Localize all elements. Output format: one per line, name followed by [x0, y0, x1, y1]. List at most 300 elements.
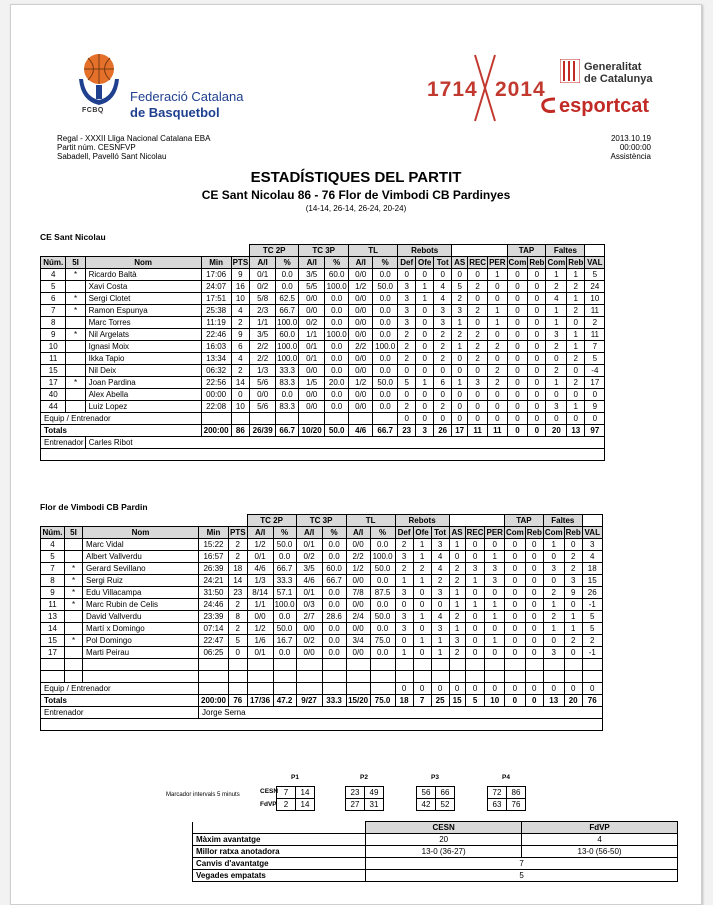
- stat-cell: 2/7: [296, 611, 322, 623]
- federation-name-line1: Federació Catalana: [130, 89, 244, 104]
- group-header-4: TAP: [504, 515, 543, 527]
- stat-cell: 9: [41, 329, 66, 341]
- stat-cell: 0.0: [373, 293, 398, 305]
- stat-cell: 31:50: [199, 587, 229, 599]
- stat-cell: 0/0: [299, 293, 325, 305]
- stat-cell: 5: [452, 281, 468, 293]
- stat-cell: 2: [468, 353, 488, 365]
- stat-cell: 0: [413, 623, 431, 635]
- competition-name: Regal - XXXII Lliga Nacional Catalana EBA: [57, 134, 211, 143]
- stat-cell: 0: [468, 317, 488, 329]
- stat-cell: 1: [452, 341, 468, 353]
- stat-cell: 3: [434, 305, 452, 317]
- stat-cell: 0.0: [370, 623, 395, 635]
- stat-cell: 0: [413, 683, 431, 695]
- group-header-0: TC 2P: [250, 245, 299, 257]
- stat-cell: 7: [41, 305, 66, 317]
- empty-cell: [273, 659, 296, 671]
- stat-cell: 1: [452, 377, 468, 389]
- stat-cell: 3: [434, 317, 452, 329]
- stat-cell: 0: [452, 353, 468, 365]
- stat-cell: 0: [488, 281, 507, 293]
- stat-cell: 0: [465, 647, 485, 659]
- stat-cell: 2: [567, 377, 585, 389]
- stat-cell: 0: [507, 401, 528, 413]
- stat-cell: 0: [567, 317, 585, 329]
- stat-cell: 0: [488, 389, 507, 401]
- group-header-blank: [41, 515, 248, 527]
- stat-cell: 4: [231, 305, 250, 317]
- stat-cell: 0.0: [373, 329, 398, 341]
- stat-cell: 0: [567, 413, 585, 425]
- stat-cell: 3/4: [346, 635, 370, 647]
- stat-cell: 15: [41, 635, 65, 647]
- empty-cell: [413, 671, 431, 683]
- stat-cell: 17: [41, 377, 66, 389]
- stat-cell: 0: [395, 599, 413, 611]
- stat-cell: 0: [488, 329, 507, 341]
- interval-period-label: P1: [291, 774, 299, 781]
- empty-row: [41, 719, 603, 731]
- stat-cell: 3: [543, 647, 564, 659]
- stat-cell: 1: [567, 401, 585, 413]
- stat-cell: 87.5: [370, 587, 395, 599]
- group-header-5: Faltes: [543, 515, 582, 527]
- stat-cell: 1: [413, 635, 431, 647]
- empty-cell: [504, 659, 525, 671]
- stat-cell: 0: [567, 365, 585, 377]
- stat-cell: 8: [41, 317, 66, 329]
- player-row: [41, 353, 605, 365]
- stat-cell: 1: [567, 329, 585, 341]
- stat-cell: 11: [488, 425, 507, 437]
- stat-cell: 0: [528, 341, 546, 353]
- stat-cell: 2/2: [349, 341, 373, 353]
- stat-cell: 1/2: [247, 623, 273, 635]
- stat-cell: 0: [504, 647, 525, 659]
- stat-cell: [66, 317, 85, 329]
- interval-row: [346, 787, 384, 799]
- stat-cell: 16.7: [273, 635, 296, 647]
- stat-cell: 0.0: [373, 353, 398, 365]
- summary-header-row: [193, 822, 678, 834]
- match-date: 2013.10.19: [610, 134, 651, 143]
- stat-cell: 4: [434, 281, 452, 293]
- stat-cell: 17: [41, 647, 65, 659]
- stat-cell: 17/36: [247, 695, 273, 707]
- stat-cell: 0: [452, 389, 468, 401]
- stat-cell: 2: [543, 611, 564, 623]
- stat-cell: 0: [525, 587, 543, 599]
- group-header-3: Rebots: [398, 245, 452, 257]
- stat-cell: 15: [41, 365, 66, 377]
- stat-cell: 0: [507, 377, 528, 389]
- stat-cell: 06:25: [199, 647, 229, 659]
- empty-cell: [65, 671, 83, 683]
- stat-cell: 3: [431, 623, 449, 635]
- player-row: [41, 647, 603, 659]
- empty-cell: [582, 659, 602, 671]
- summary-row-max-lead: [193, 834, 678, 846]
- group-header-0: TC 2P: [247, 515, 296, 527]
- player-name: David Vallverdu: [83, 611, 199, 623]
- empty-cell: [346, 683, 370, 695]
- stat-cell: [66, 401, 85, 413]
- stat-cell: 1: [546, 269, 567, 281]
- stat-cell: 1: [413, 611, 431, 623]
- stat-cell: 1/5: [299, 377, 325, 389]
- column-header: A/I: [296, 527, 322, 539]
- interval-row: [277, 799, 315, 811]
- stat-cell: 76: [229, 695, 248, 707]
- stat-cell: 0: [431, 599, 449, 611]
- player-name: Marc Rubin de Celis: [83, 599, 199, 611]
- stat-cell: 50.0: [273, 623, 296, 635]
- stat-cell: 1: [488, 305, 507, 317]
- stat-cell: 7: [41, 563, 65, 575]
- stat-cell: 0: [525, 683, 543, 695]
- totals-label: Totals: [41, 695, 199, 707]
- stat-cell: 0: [504, 683, 525, 695]
- stat-cell: 0/0: [349, 389, 373, 401]
- summary-label: Canvis d'avantatge: [193, 858, 366, 870]
- stat-cell: 0.0: [325, 365, 349, 377]
- stat-cell: 97: [585, 425, 605, 437]
- empty-cell: [465, 671, 485, 683]
- stat-cell: 0: [504, 563, 525, 575]
- stat-cell: 28.6: [322, 611, 346, 623]
- summary-header-team1: CESN: [366, 822, 522, 834]
- stat-cell: 1/1: [299, 329, 325, 341]
- stat-cell: -1: [582, 599, 602, 611]
- stat-cell: 0/0: [349, 269, 373, 281]
- column-header-row: [41, 527, 603, 539]
- stat-cell: 2: [229, 551, 248, 563]
- stat-cell: 0.0: [325, 401, 349, 413]
- stat-cell: 0: [416, 413, 434, 425]
- column-header: Ofe: [416, 257, 434, 269]
- stat-cell: [65, 551, 83, 563]
- stat-cell: 2: [567, 353, 585, 365]
- stat-cell: 2: [546, 365, 567, 377]
- stat-cell: 0: [465, 635, 485, 647]
- player-row: [41, 599, 603, 611]
- stat-cell: 0: [525, 635, 543, 647]
- stat-cell: 0.0: [325, 317, 349, 329]
- stat-cell: 2: [229, 623, 248, 635]
- empty-cell: [229, 659, 248, 671]
- stat-cell: 0: [564, 683, 582, 695]
- generalitat-line1: Generalitat: [584, 61, 642, 73]
- stat-cell: 2: [434, 401, 452, 413]
- stat-cell: 0/0: [349, 317, 373, 329]
- stat-cell: 5: [41, 281, 66, 293]
- stat-cell: 1: [564, 611, 582, 623]
- player-name: Pol Domingo: [83, 635, 199, 647]
- stat-cell: 1: [416, 293, 434, 305]
- stat-cell: 3: [416, 425, 434, 437]
- stat-cell: 3: [468, 377, 488, 389]
- stat-cell: 57.1: [273, 587, 296, 599]
- stat-cell: 0: [398, 269, 416, 281]
- interval-cell: 2: [277, 799, 296, 811]
- empty-cell: [346, 659, 370, 671]
- stat-cell: 22:46: [201, 329, 231, 341]
- empty-cell: [395, 671, 413, 683]
- stat-cell: 1/2: [346, 563, 370, 575]
- summary-header-blank: [193, 822, 366, 834]
- empty-cell: [229, 671, 248, 683]
- stat-cell: 3: [449, 635, 465, 647]
- stat-cell: 0: [504, 551, 525, 563]
- stat-cell: 0: [528, 365, 546, 377]
- summary-header-team2: FdVP: [522, 822, 678, 834]
- stat-cell: 1: [488, 317, 507, 329]
- stat-cell: 1/1: [247, 599, 273, 611]
- stat-cell: 14: [231, 377, 250, 389]
- stat-cell: 0/0: [349, 365, 373, 377]
- stat-cell: 0/1: [296, 587, 322, 599]
- stat-cell: 3: [398, 317, 416, 329]
- group-header-blank: [452, 245, 507, 257]
- stat-cell: 66.7: [276, 305, 299, 317]
- player-name: Nil Argelats: [85, 329, 201, 341]
- stat-cell: 0/0: [299, 305, 325, 317]
- stat-cell: 0.0: [325, 389, 349, 401]
- stat-cell: 0: [434, 269, 452, 281]
- stat-cell: 2: [231, 317, 250, 329]
- stat-cell: 5: [465, 695, 485, 707]
- stat-cell: 0: [485, 539, 504, 551]
- stat-cell: 16:03: [201, 341, 231, 353]
- stat-cell: 0.0: [276, 281, 299, 293]
- stat-cell: 0: [485, 587, 504, 599]
- interval-row: [277, 787, 315, 799]
- stat-cell: 22:47: [199, 635, 229, 647]
- stat-cell: 2: [582, 635, 602, 647]
- stat-cell: 3: [395, 611, 413, 623]
- player-name: Martí x Domingo: [83, 623, 199, 635]
- stat-cell: 2: [567, 305, 585, 317]
- summary-row-lead-changes: [193, 858, 678, 870]
- column-header: Com: [547, 257, 566, 267]
- stat-cell: 10/20: [299, 425, 325, 437]
- stat-cell: 4/6: [349, 425, 373, 437]
- player-name: Sergi Ruiz: [83, 575, 199, 587]
- group-header-blank: [585, 245, 605, 257]
- stat-cell: 24:07: [201, 281, 231, 293]
- summary-value: 5: [366, 870, 678, 882]
- stat-cell: 0/0: [296, 623, 322, 635]
- group-header-2: TL: [349, 245, 398, 257]
- empty-cell: [322, 683, 346, 695]
- stat-cell: 0: [507, 281, 528, 293]
- column-header: Núm.: [42, 527, 63, 537]
- stat-cell: 4/6: [247, 563, 273, 575]
- stat-cell: 200:00: [201, 425, 231, 437]
- group-header-5: Faltes: [546, 245, 585, 257]
- player-name: Ignasi Moix: [85, 341, 201, 353]
- column-header: Def: [398, 257, 416, 269]
- player-row: [41, 281, 605, 293]
- stat-cell: 3: [582, 539, 602, 551]
- stat-cell: 10: [231, 401, 250, 413]
- stat-cell: 0: [452, 269, 468, 281]
- stat-cell: 2: [567, 281, 585, 293]
- empty-cell: [41, 659, 65, 671]
- stat-cell: 1: [546, 305, 567, 317]
- coach-label: Entrenador: [41, 437, 86, 449]
- stat-cell: 2: [229, 599, 248, 611]
- totals-row: [41, 425, 605, 437]
- interval-cell: 72: [488, 787, 507, 799]
- stat-cell: 0/0: [296, 647, 322, 659]
- empty-cell: [247, 671, 273, 683]
- player-name: Marc Torres: [85, 317, 201, 329]
- stat-cell: 4/6: [296, 575, 322, 587]
- stat-cell: 0: [525, 551, 543, 563]
- stat-cell: 23: [229, 587, 248, 599]
- stat-cell: 0: [434, 413, 452, 425]
- stat-cell: 15:22: [199, 539, 229, 551]
- stat-cell: 0: [229, 647, 248, 659]
- stat-cell: 5: [398, 377, 416, 389]
- interval-cell: 27: [346, 799, 365, 811]
- federation-name-line2: de Basquetbol: [130, 105, 220, 120]
- stat-cell: 2: [395, 539, 413, 551]
- summary-value: 7: [366, 858, 678, 870]
- stat-cell: [66, 281, 85, 293]
- stat-cell: 0: [416, 305, 434, 317]
- stat-cell: 2: [449, 611, 465, 623]
- stat-cell: 100.0: [326, 281, 347, 291]
- stat-cell: 0: [434, 365, 452, 377]
- stat-cell: 0: [231, 389, 250, 401]
- stat-cell: 0: [546, 413, 567, 425]
- empty-cell: [582, 671, 602, 683]
- stat-cell: 40: [41, 389, 66, 401]
- stat-cell: 2: [398, 329, 416, 341]
- stat-cell: 0: [413, 599, 431, 611]
- stat-cell: 13: [567, 425, 585, 437]
- stat-cell: 0/3: [296, 599, 322, 611]
- stat-cell: 1: [431, 647, 449, 659]
- group-header-row: [41, 515, 603, 527]
- coach-row: [41, 707, 603, 719]
- stat-cell: 33.3: [273, 575, 296, 587]
- stat-cell: 0.0: [373, 365, 398, 377]
- stat-cell: 2: [468, 341, 488, 353]
- stat-cell: 0: [525, 611, 543, 623]
- stat-cell: 0.0: [325, 305, 349, 317]
- stat-cell: 20.0: [325, 377, 349, 389]
- stat-cell: 0: [416, 353, 434, 365]
- player-row: [41, 293, 605, 305]
- stat-cell: 0/0: [349, 353, 373, 365]
- stat-cell: 3: [395, 551, 413, 563]
- stat-cell: 26/39: [250, 425, 276, 437]
- stat-cell: 3: [485, 575, 504, 587]
- group-header-blank: [41, 245, 250, 257]
- column-header: A/I: [299, 257, 325, 269]
- stat-cell: 0: [528, 269, 546, 281]
- stat-cell: 0: [507, 305, 528, 317]
- stat-cell: 2: [413, 563, 431, 575]
- stat-cell: 0: [525, 623, 543, 635]
- empty-row: [41, 671, 603, 683]
- interval-cell: 86: [507, 787, 526, 799]
- stat-cell: 66.7: [322, 575, 346, 587]
- stat-cell: 0/1: [299, 341, 325, 353]
- stat-cell: 0: [528, 305, 546, 317]
- player-row: [41, 551, 603, 563]
- stat-cell: 9: [231, 269, 250, 281]
- team-row-label: Equip / Entrenador: [41, 683, 199, 695]
- generalitat-line2: de Catalunya: [584, 73, 653, 85]
- stat-cell: 1: [567, 341, 585, 353]
- player-name: Alex Abella: [85, 389, 201, 401]
- stat-cell: 0: [416, 389, 434, 401]
- stat-cell: 0: [567, 389, 585, 401]
- stat-cell: 0.0: [373, 317, 398, 329]
- stat-cell: 8/14: [247, 587, 273, 599]
- team-row: [41, 683, 603, 695]
- stat-cell: 2: [488, 377, 507, 389]
- stat-cell: 1: [413, 551, 431, 563]
- stat-cell: 13: [41, 611, 65, 623]
- stat-cell: 2: [449, 563, 465, 575]
- stat-cell: 17:06: [201, 269, 231, 281]
- player-row: [41, 611, 603, 623]
- stat-cell: 11: [41, 599, 65, 611]
- stat-cell: 75.0: [370, 635, 395, 647]
- stat-cell: 66.7: [276, 425, 299, 437]
- stat-cell: 0: [546, 353, 567, 365]
- column-header: Nom: [85, 257, 201, 269]
- column-header: Tot: [431, 527, 449, 539]
- stat-cell: 0/1: [247, 647, 273, 659]
- stat-cell: 4: [546, 293, 567, 305]
- empty-cell: [273, 671, 296, 683]
- stat-cell: 50.0: [370, 563, 395, 575]
- stat-cell: 47.2: [273, 695, 296, 707]
- stat-cell: 62.5: [276, 293, 299, 305]
- stat-cell: 11: [585, 329, 605, 341]
- player-row: [41, 563, 603, 575]
- stat-cell: 0: [468, 401, 488, 413]
- stat-cell: 100.0: [326, 329, 347, 339]
- column-header: 5I: [66, 257, 85, 269]
- coach-label: Entrenador: [41, 707, 199, 719]
- stat-cell: 2: [449, 647, 465, 659]
- empty-cell: [543, 659, 564, 671]
- column-header: REC: [469, 257, 487, 267]
- stat-cell: 9: [231, 329, 250, 341]
- stat-cell: 33.3: [322, 695, 346, 707]
- stat-cell: 1: [485, 551, 504, 563]
- stat-cell: 1: [485, 599, 504, 611]
- stat-cell: 0: [528, 293, 546, 305]
- empty-cell: [449, 671, 465, 683]
- interval-cell: 14: [296, 787, 315, 799]
- stat-cell: 06:32: [201, 365, 231, 377]
- stat-cell: 22:56: [201, 377, 231, 389]
- stat-cell: 66.7: [273, 563, 296, 575]
- stat-cell: 0: [452, 401, 468, 413]
- stat-cell: 0: [416, 341, 434, 353]
- totals-label: Totals: [41, 425, 202, 437]
- interval-cell: 7: [277, 787, 296, 799]
